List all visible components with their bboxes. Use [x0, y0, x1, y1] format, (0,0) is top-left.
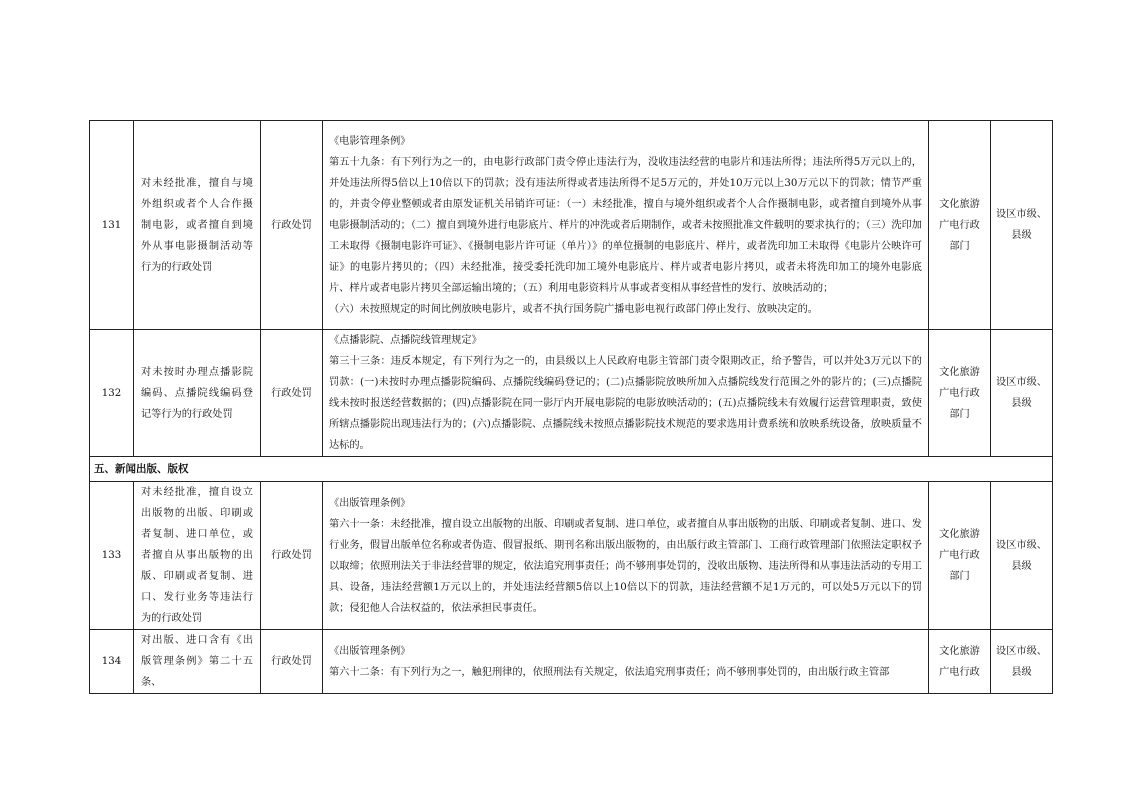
responsible-department: 文化旅游广电行政 [929, 630, 991, 694]
item-name: 对未按时办理点播影院编码、点播院线编码登记等行为的行政处罚 [134, 330, 261, 457]
enforcement-level: 设区市级、县级 [991, 121, 1053, 330]
item-name: 对出版、进口含有《出版管理条例》第二十五条、 [134, 630, 261, 694]
basis-text: 第六十一条：未经批准，擅自设立出版物的出版、印刷或者复制、进口单位，或者擅自从事出版物的出版、印刷或者复制、进口、发行业务，假冒出版单位名称或者伪造、假冒报纸、期刊名称出版出版物的，由出版行政主管部门、工商行政管理部门依照法定职权予以取缔；依照刑法关于非法经营罪的规定，依法追究刑事责任；尚不够刑事处罚的，没收出版物、违法所得和从事违法活动的专用工具、设备，违法经营额1万元以上的，并处违法经营额5倍以上10倍以下的罚款，违法经营额不足1万元的，可以处5万元以下的罚款；侵犯他人合法权益的，依法承担民事责任。 [329, 518, 922, 614]
responsible-department: 文化旅游广电行政部门 [929, 330, 991, 457]
item-number: 132 [90, 330, 134, 457]
basis-title: 《出版管理条例》 [329, 497, 411, 509]
section-title: 五、新闻出版、版权 [90, 457, 1053, 482]
table-row [90, 330, 1053, 457]
enforcement-level: 设区市级、县级 [991, 482, 1053, 630]
item-type: 行政处罚 [261, 121, 323, 330]
item-name: 对未经批准，擅自设立出版物的出版、印刷或者复制、进口单位，或者擅自从事出版物的出版、印刷或者复制、进口、发行业务等违法行为的行政处罚 [134, 482, 261, 630]
legal-basis [323, 121, 929, 330]
enforcement-level: 设区市级、县级 [991, 630, 1053, 694]
section-header-row [90, 457, 1053, 482]
basis-title: 《出版管理条例》 [329, 645, 411, 657]
item-number: 133 [90, 482, 134, 630]
table-row [90, 630, 1053, 694]
legal-basis [323, 330, 929, 457]
responsible-department: 文化旅游广电行政部门 [929, 121, 991, 330]
responsible-department: 文化旅游广电行政部门 [929, 482, 991, 630]
basis-text: 第三十三条：违反本规定，有下列行为之一的，由县级以上人民政府电影主管部门责令限期改正，给予警告，可以并处3万元以下的罚款：(一)未按时办理点播影院编码、点播院线编码登记的；(二)点播影院放映所加入点播院线发行范围之外的影片的；(三)点播院线未按时报送经营数据的；(四)点播影院在同一影厅内开展电影院的电影放映活动的；(五)点播院线未有效履行运营管理职责，致使所辖点播影院出现违法行为的；(六)点播影院、点播院线未按照点播影院技术规范的要求选用计费系统和放映系统设备，放映质量不达标的。 [329, 356, 922, 451]
basis-text: （六）未按照规定的时间比例放映电影片，或者不执行国务院广播电影电视行政部门停止发行、放映决定的。 [329, 303, 818, 315]
item-type: 行政处罚 [261, 330, 323, 457]
basis-title: 《电影管理条例》 [329, 135, 411, 147]
table-row [90, 121, 1053, 330]
enforcement-level: 设区市级、县级 [991, 330, 1053, 457]
item-name: 对未经批准，擅自与境外组织或者个人合作摄制电影，或者擅自到境外从事电影摄制活动等行为的行政处罚 [134, 121, 261, 330]
item-type: 行政处罚 [261, 630, 323, 694]
legal-basis [323, 630, 929, 694]
basis-text: 第五十九条：有下列行为之一的，由电影行政部门责令停止违法行为，没收违法经营的电影片和违法所得；违法所得5万元以上的，并处违法所得5倍以上10倍以下的罚款；没有违法所得或者违法所得不足5万元的，并处10万元以上30万元以下的罚款；情节严重的，并责令停业整顿或者由原发证机关吊销许可证：（一）未经批准，擅自与境外组织或者个人合作摄制电影，或者擅自到境外从事电影摄制活动的；（二）擅自到境外进行电影底片、样片的冲洗或者后期制作，或者未按照批准文件载明的要求执行的；（三）洗印加工未取得《摄制电影许可证》、《摄制电影片许可证（单片）》的单位摄制的电影底片、样片，或者洗印加工未取得《电影片公映许可证》的电影片拷贝的；（四）未经批准，接受委托洗印加工境外电影底片、样片或者电影片拷贝，或者未将洗印加工的境外电影底片、样片或者电影片拷贝全部运输出境的；（五）利用电影资料片从事或者变相从事经营性的发行、放映活动的； [329, 156, 922, 294]
legal-basis [323, 482, 929, 630]
enforcement-items-table [89, 120, 1053, 694]
item-number: 134 [90, 630, 134, 694]
item-type: 行政处罚 [261, 482, 323, 630]
basis-text: 第六十二条：有下列行为之一，触犯刑律的，依照刑法有关规定，依法追究刑事责任；尚不够刑事处罚的，由出版行政主管部 [329, 666, 890, 678]
item-number: 131 [90, 121, 134, 330]
basis-title: 《点播影院、点播院线管理规定》 [329, 335, 482, 346]
table-row [90, 482, 1053, 630]
